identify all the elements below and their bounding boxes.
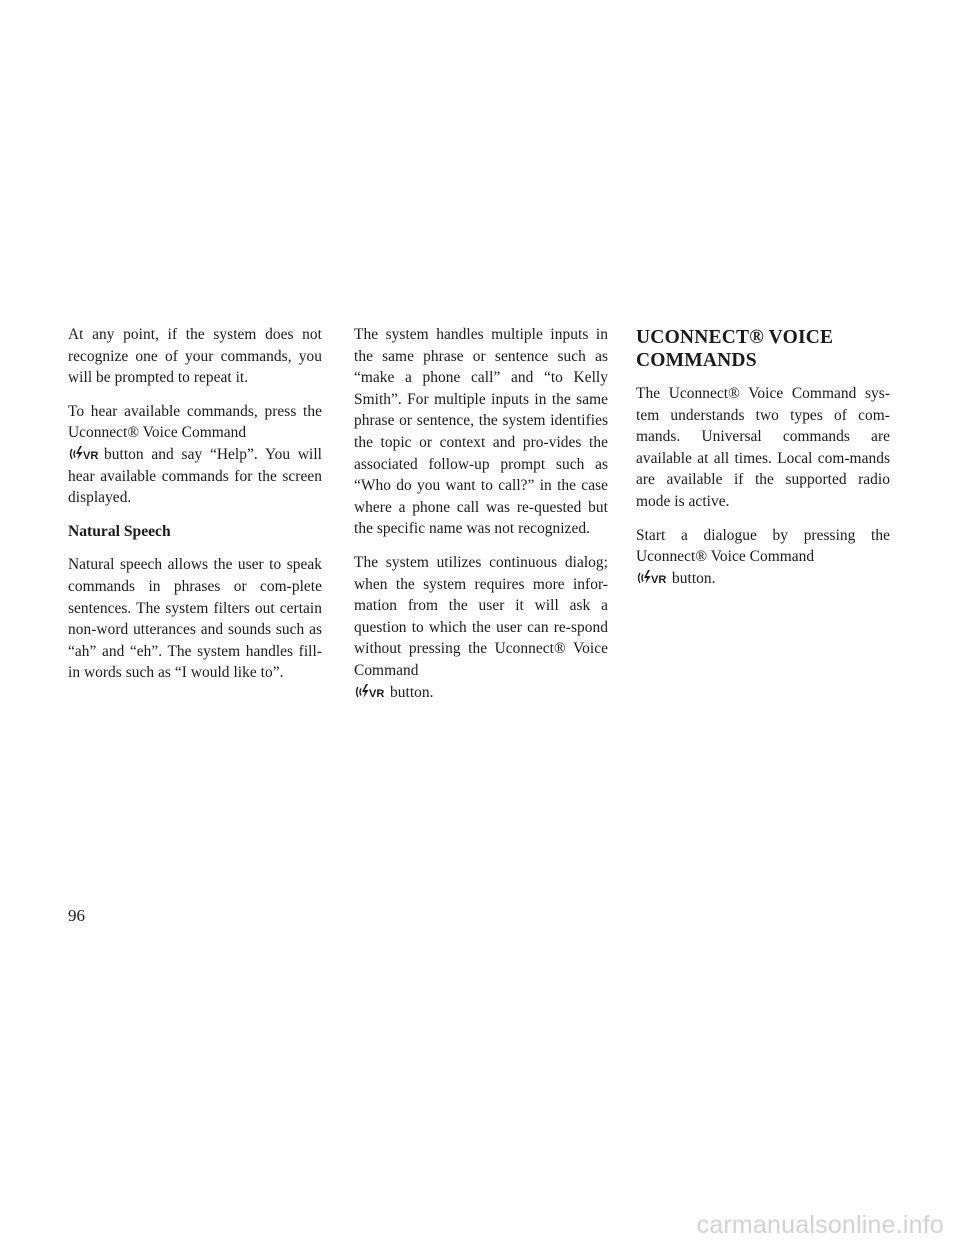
help-text-after-icon: button and say “Help”. You will hear available commands for the screen displayed. (68, 445, 322, 507)
svg-text:VR: VR (369, 687, 385, 700)
voice-command-icon (636, 569, 672, 587)
watermark: carmanualsonline.info (696, 1211, 944, 1239)
column-middle (354, 324, 608, 715)
svg-text:VR: VR (83, 449, 99, 462)
paragraph-multiple-inputs: The system handles multiple inputs in the same phrase or sentence such as “make a phone call” and “to Kelly Smith”. For multiple inputs in the same phrase or sentence, the system identifies the topic or context and pro-vides the associated follow-up prompt such as “Who do you want to call?” in the case where a phone call was re-quested but the specific name was not recognized. (354, 326, 608, 538)
paragraph-continuous-dialog (354, 552, 608, 703)
subheading-natural-speech: Natural Speech (68, 522, 171, 540)
paragraph-repeat-prompt: At any point, if the system does not recognize one of your commands, you will be prompted to repeat it. (68, 326, 322, 387)
start-text-before-icon: Start a dialogue by pressing the Uconnect® Voice Command (636, 526, 890, 566)
column-right (636, 324, 890, 601)
column-left (68, 324, 322, 696)
paragraph-natural-speech: Natural speech allows the user to speak commands in phrases or com-plete sentences. The system filters out certain non-word utterances and sounds such as “ah” and “eh”. The system handles fill-in words such as “I would like to”. (68, 556, 322, 682)
help-text-before-icon: To hear available commands, press the Uconnect® Voice Command (68, 402, 322, 442)
paragraph-start-dialogue (636, 525, 890, 590)
start-text-after-icon: button. (672, 569, 716, 587)
voice-command-icon (354, 683, 390, 701)
section-title-line1: UCONNECT® VOICE (636, 327, 834, 348)
svg-text:VR: VR (651, 573, 667, 586)
section-title-line2: COMMANDS (636, 349, 757, 371)
section-title (636, 327, 890, 372)
page-number: 96 (68, 906, 85, 925)
dialog-text-before-icon: The system utilizes continuous dialog; when the system requires more infor-mation from the user it will ask a question to which the user can re-spond without pressing the Uconnect® Voice Command (354, 553, 608, 679)
paragraph-help-command (68, 401, 322, 509)
voice-command-icon (68, 445, 104, 463)
dialog-text-after-icon: button. (390, 683, 434, 701)
paragraph-command-types: The Uconnect® Voice Command sys-tem understands two types of com-mands. Universal commands are available at all times. Local com-mands are available if the supported radio mode is active. (636, 385, 890, 510)
